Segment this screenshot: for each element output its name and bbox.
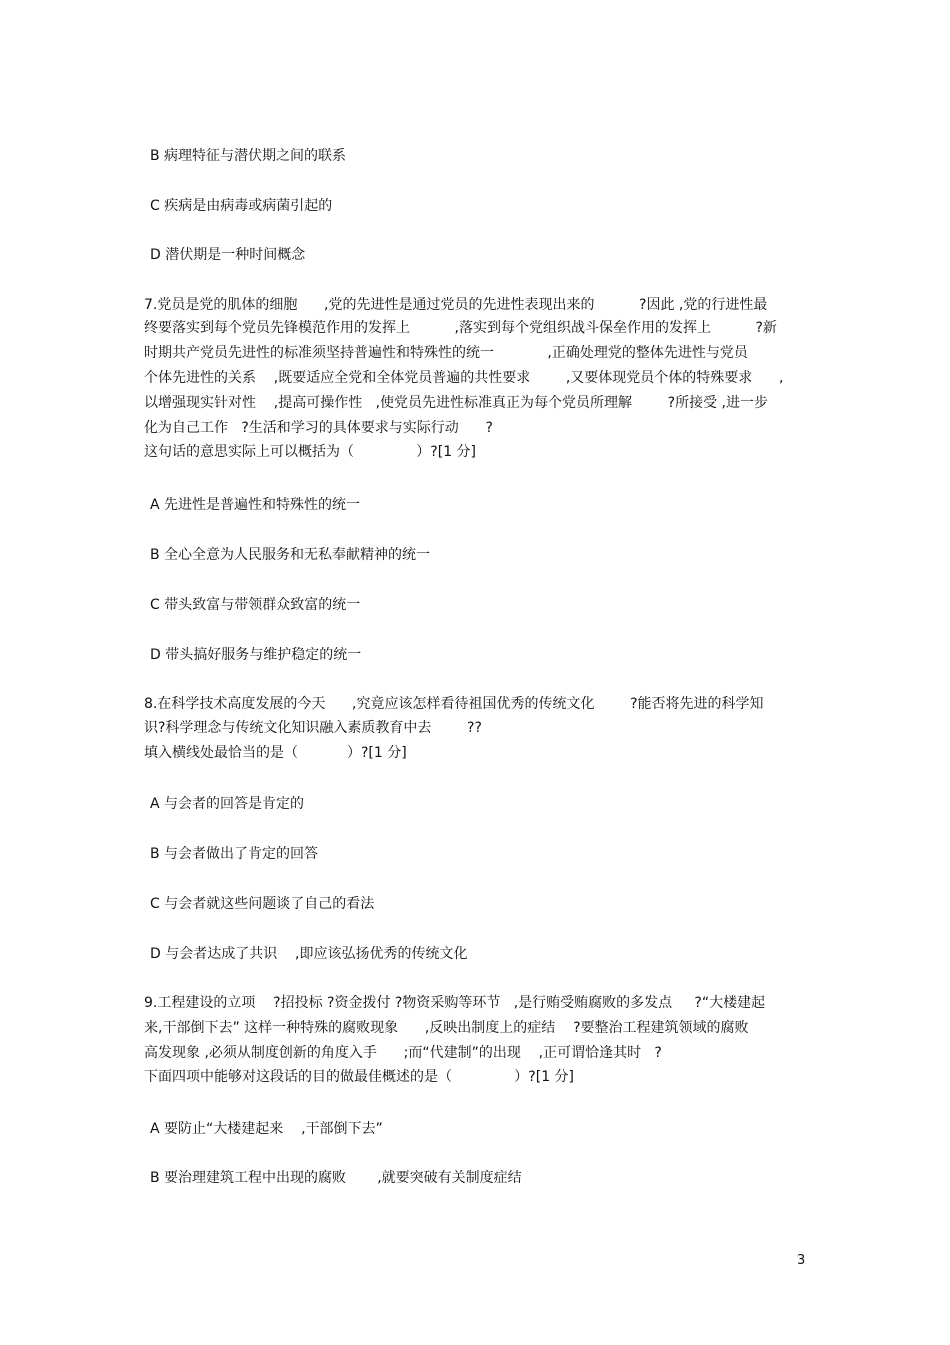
q8-option-a: A 与会者的回答是肯定的 [150, 796, 305, 812]
q7-line-6: 化为自己工作 ?生活和学习的具体要求与实际行动 ? [144, 420, 493, 436]
q8-option-d: D 与会者达成了共识 ,即应该弘扬优秀的传统文化 [150, 946, 468, 962]
q7-option-a: A 先进性是普遍性和特殊性的统一 [150, 497, 361, 513]
q7-line-3: 时期共产党员先进性的标准须坚持普遍性和特殊性的统一 ,正确处理党的整体先进性与党员 [144, 345, 748, 361]
q7-option-b: B 全心全意为人民服务和无私奉献精神的统一 [150, 547, 431, 563]
q9-option-b: B 要治理建筑工程中出现的腐败 ,就要突破有关制度症结 [150, 1170, 522, 1186]
q9-line-1: 9.工程建设的立项 ?招投标 ?资金拨付 ?物资采购等环节 ,是行贿受贿腐败的多发点 ?“大楼建起 [144, 995, 766, 1011]
q7-line-1: 7.党员是党的肌体的细胞 ,党的先进性是通过党员的先进性表现出来的 ?因此 ,党的行进性最 [144, 297, 768, 313]
q7-option-c: C 带头致富与带领群众致富的统一 [150, 597, 361, 613]
option-d-prev: D 潜伏期是一种时间概念 [150, 247, 306, 263]
page-number: 3 [797, 1253, 806, 1268]
q9-line-2: 来,干部倒下去” 这样一种特殊的腐败现象 ,反映出制度上的症结 ?要整治工程建筑领域的腐败 [144, 1020, 749, 1036]
option-b-prev: B 病理特征与潜伏期之间的联系 [150, 148, 347, 164]
q8-option-c: C 与会者就这些问题谈了自己的看法 [150, 896, 375, 912]
q7-option-d: D 带头搞好服务与维护稳定的统一 [150, 647, 362, 663]
q8-line-2: 识?科学理念与传统文化知识融入素质教育中去 ?? [144, 720, 482, 736]
q9-option-a: A 要防止“大楼建起来 ,干部倒下去” [150, 1121, 383, 1137]
q7-line-2: 终要落实到每个党员先锋模范作用的发挥上 ,落实到每个党组织战斗保垒作用的发挥上 ?新 [144, 320, 777, 336]
q9-prompt: 下面四项中能够对这段话的目的做最佳概述的是（ ）?[1 分] [144, 1069, 575, 1085]
q7-prompt: 这句话的意思实际上可以概括为（ ）?[1 分] [144, 444, 477, 460]
q8-line-1: 8.在科学技术高度发展的今天 ,究竟应该怎样看待祖国优秀的传统文化 ?能否将先进的科学知 [144, 696, 764, 712]
q8-option-b: B 与会者做出了肯定的回答 [150, 846, 319, 862]
option-c-prev: C 疾病是由病毒或病菌引起的 [150, 198, 333, 214]
q8-prompt: 填入横线处最恰当的是（ ）?[1 分] [144, 745, 407, 761]
q9-line-3: 高发现象 ,必须从制度创新的角度入手 ;而“代建制”的出现 ,正可谓恰逢其时 ? [144, 1045, 662, 1061]
q7-line-4: 个体先进性的关系 ,既要适应全党和全体党员普遍的共性要求 ,又要体现党员个体的特殊要求 , [144, 370, 784, 386]
q7-line-5: 以增强现实针对性 ,提高可操作性 ,使党员先进性标准真正为每个党员所理解 ?所接受 ,进一步 [144, 395, 768, 411]
